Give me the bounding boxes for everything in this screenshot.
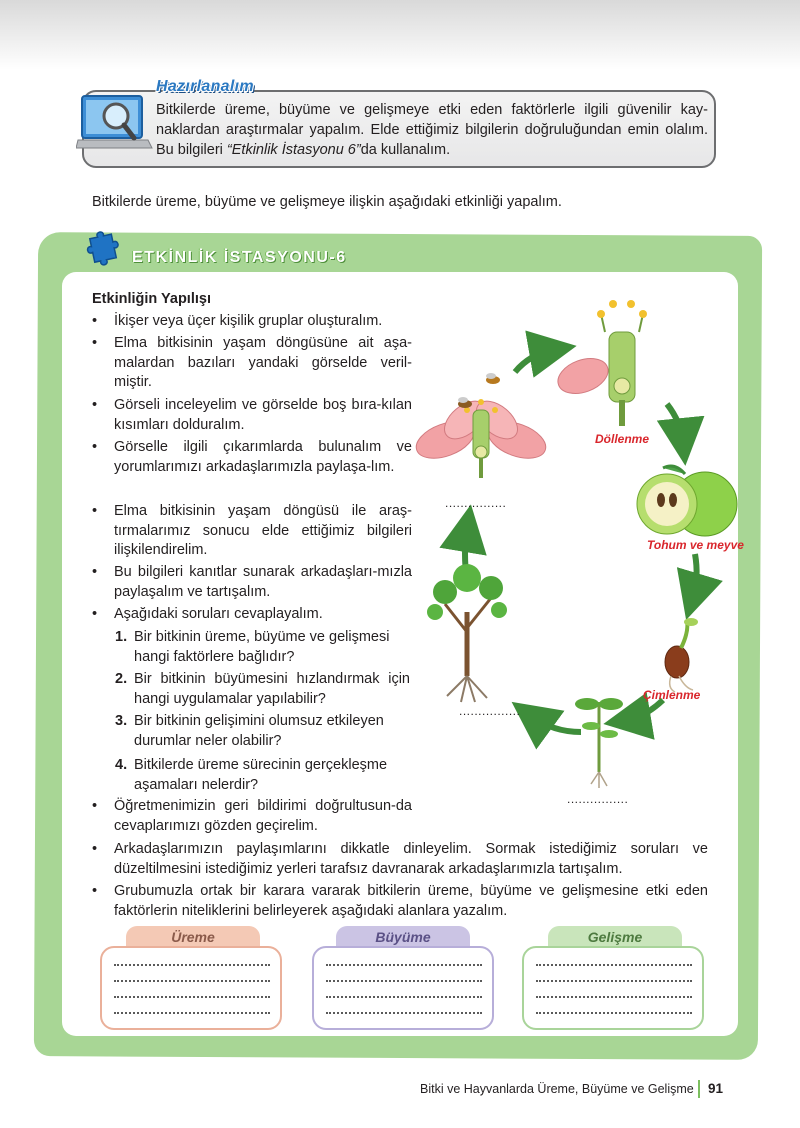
question-item: 3. Bir bitkinin gelişimini olumsuz etkileyen durumlar neler olabilir? [115,713,384,749]
blank-stage: ................ [459,704,521,718]
tab-gelisme: Gelişme [548,926,682,948]
footer-chapter-title: Bitki ve Hayvanlarda Üreme, Büyüme ve Gelişme [420,1082,694,1096]
answer-box-gelisme[interactable] [522,946,704,1030]
prep-text: Bitkilerde üreme, büyüme ve gelişmeye etki eden faktörlerle ilgili güvenilir kay-naklardan araştırmalar yapalım. Elde ettiğimiz bilgilerin doğruluğundan emin olalım. Bu bilgileri “Etkinlik İstasyonu 6”da kullanalım. [156,102,708,158]
flower-cross-section-icon [553,300,647,426]
seedling-icon [575,698,623,788]
label-dollenme: Döllenme [595,432,650,446]
bullet-item: • Öğretmenimizin geri bildirimi doğrultusun-da cevaplarımızı gözden geçirelim. [92,798,412,834]
apple-life-cycle-diagram [405,292,745,812]
bullet-item: • Aşağıdaki soruları cevaplayalım. [92,606,323,622]
bullet-item: • İkişer veya üçer kişilik gruplar oluşturalım. [92,313,383,329]
tab-ureme: Üreme [126,926,260,948]
section-title: Etkinliğin Yapılışı [92,291,211,307]
bullet-item: • Elma bitkisinin yaşam döngüsüne ait aşa-malardan bazıları yandaki görselde veril-miştir. [92,335,412,390]
bullet-item: • Elma bitkisinin yaşam döngüsü ile araş-tırmalarımız sonucu elde ettiğimiz bilgileri ilişkilendirelim. [92,503,412,558]
life-cycle-illustration [405,292,745,812]
answer-box-buyume[interactable] [312,946,494,1030]
flower-icon [411,394,550,478]
bee-icon [486,373,500,384]
question-item: 2. Bir bitkinin büyümesini hızlandırmak için hangi uygulamalar yapılabilir? [115,671,410,707]
bullet-item: • Görselle ilgili çıkarımlarda bulunalım ve yorumlarımızı arkadaşlarımızla paylaşa-lım. [92,439,412,475]
page-number: 91 [708,1081,724,1096]
bullet-item: • Bu bilgileri kanıtlar sunarak arkadaşları-mızla paylaşalım ve tartışalım. [92,564,412,600]
laptop-magnifier-icon [76,90,154,160]
label-tohum-meyve: Tohum ve meyve [647,538,744,552]
tab-buyume: Büyüme [336,926,470,948]
puzzle-icon [84,226,124,268]
bullet-item: • Arkadaşlarımızın paylaşımlarını dikkatle dinleyelim. Sormak istediğimiz soruları ve düzeltilmesini istediğimiz yerleri tarafsız davranarak arkadaşlarımızla tartışalım. [92,841,708,877]
prep-title: Hazırlanalım [156,78,254,95]
bee-icon [458,397,472,408]
bullet-item: • Grubumuzla ortak bir karara vararak bitkilerin üreme, büyüme ve gelişmesine etki eden faktörlerin niteliklerini belirleyerek aşağıdaki alanlara yazalım. [92,883,708,919]
young-tree-icon [427,564,507,702]
label-cimlenme: Çimlenme [643,688,701,702]
blank-stage: ................ [445,496,507,510]
bullet-item: • Görseli inceleyelim ve görselde boş bıra-kılan kısımları dolduralım. [92,397,412,433]
intro-text: Bitkilerde üreme, büyüme ve gelişmeye ilişkin aşağıdaki etkinliği yapalım. [92,194,562,210]
activity-title: ETKİNLİK İSTASYONU-6 [132,249,347,266]
answer-box-ureme[interactable] [100,946,282,1030]
apple-icon [637,466,737,536]
footer-divider [698,1080,700,1098]
blank-stage: ................ [567,792,629,806]
seed-sprout-icon [665,618,698,692]
question-item: 1. Bir bitkinin üreme, büyüme ve gelişmesi hangi faktörlere bağlıdır? [115,629,390,665]
question-item: 4. Bitkilerde üreme sürecinin gerçekleşme aşamaları nelerdir? [115,757,388,793]
